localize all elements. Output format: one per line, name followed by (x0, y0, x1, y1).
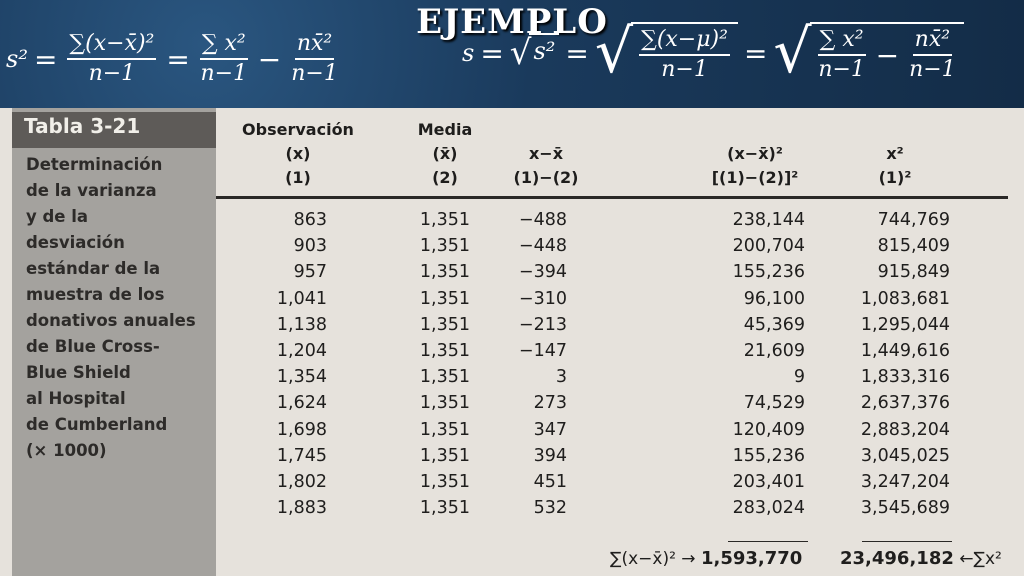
fraction-numerator: ∑ x² (200, 30, 248, 60)
cell-desviacion: −448 (518, 236, 567, 257)
sqrt-icon: √ (773, 17, 812, 87)
cell-observacion: 1,624 (276, 393, 327, 414)
cell-desviacion-cuadrada: 120,409 (732, 419, 805, 440)
header-cuadrado (700, 142, 810, 190)
header-desviacion (496, 142, 596, 190)
cell-desviacion-cuadrada: 9 (793, 367, 805, 388)
cell-observacion: 903 (293, 236, 327, 257)
description-line: al Hospital (26, 389, 126, 408)
stddev-lhs: s (462, 39, 475, 67)
cell-media: 1,351 (419, 419, 470, 440)
sqrt-content (810, 22, 964, 84)
variance-fraction-2 (200, 30, 248, 88)
sum-value: 23,496,182 (840, 548, 954, 569)
sum-value: 1,593,770 (700, 548, 803, 569)
sqrt-fraction-sum (773, 17, 963, 87)
fraction-numerator: ∑(x−x̄)² (67, 30, 156, 60)
cell-media: 1,351 (419, 393, 470, 414)
header-line: x−x̄ (528, 144, 564, 163)
cell-x-cuadrada: 744,769 (877, 210, 950, 230)
header-line: (x̄) (432, 144, 458, 163)
cell-desviacion: −488 (518, 210, 567, 230)
cell-media: 1,351 (419, 262, 470, 283)
sqrt-fraction-mu (594, 17, 738, 87)
description-line: de Blue Cross- (26, 337, 160, 356)
sum-underline (862, 541, 952, 542)
sum-label: ←∑x² (959, 549, 1002, 569)
variance-fraction-1 (67, 30, 156, 88)
cell-x-cuadrada: 815,409 (877, 236, 950, 257)
table-description (26, 152, 216, 464)
cell-desviacion: 451 (533, 472, 567, 492)
description-line: y de la (26, 207, 89, 226)
cell-desviacion: −213 (518, 314, 567, 335)
cell-desviacion: 3 (555, 367, 567, 388)
cell-media: 1,351 (419, 314, 470, 335)
cell-observacion: 863 (293, 210, 327, 230)
description-line: de Cumberland (26, 415, 168, 434)
description-line: (× 1000) (26, 441, 107, 460)
sqrt-s2 (510, 33, 560, 73)
fraction-numerator: nx̄² (913, 26, 952, 56)
description-line: desviación (26, 233, 125, 252)
table-label: Tabla 3-21 (24, 114, 141, 138)
cell-media: 1,351 (419, 288, 470, 309)
cell-desviacion: 273 (533, 393, 567, 414)
fraction-numerator: ∑(x−μ)² (639, 26, 730, 56)
sum-x-squared (840, 548, 1002, 569)
cell-desviacion-cuadrada: 96,100 (743, 288, 805, 309)
sqrt-icon: √ (509, 33, 532, 73)
equals-sign: = (480, 36, 504, 70)
cell-observacion: 1,354 (276, 367, 327, 388)
fraction-numerator: nx̄² (295, 30, 334, 60)
cell-observacion: 957 (293, 262, 327, 283)
header-line: (x) (285, 144, 311, 163)
variance-fraction-3 (291, 30, 338, 88)
minus-sign: − (875, 38, 900, 72)
sqrt-icon: √ (594, 17, 634, 87)
fraction-denominator: n−1 (909, 57, 956, 82)
fraction-denominator: n−1 (661, 57, 708, 82)
description-line: muestra de los (26, 285, 165, 304)
stddev-fraction-2 (818, 26, 866, 84)
cell-x-cuadrada: 2,883,204 (860, 419, 950, 440)
cell-x-cuadrada: 1,083,681 (860, 288, 950, 309)
cell-desviacion-cuadrada: 45,369 (743, 314, 805, 335)
cell-desviacion-cuadrada: 155,236 (732, 445, 805, 466)
cell-media: 1,351 (419, 445, 470, 466)
cell-media: 1,351 (419, 341, 470, 361)
description-line: donativos anuales (26, 311, 196, 330)
cell-observacion: 1,883 (276, 498, 327, 519)
equals-sign: = (33, 42, 58, 76)
cell-desviacion: −147 (518, 341, 567, 361)
header-line: (1) (285, 168, 311, 187)
variance-formula (6, 30, 342, 88)
cell-media: 1,351 (419, 367, 470, 388)
description-line: estándar de la (26, 259, 161, 278)
cell-x-cuadrada: 3,247,204 (860, 472, 950, 492)
cell-x-cuadrada: 1,833,316 (860, 367, 950, 388)
fraction-denominator: n−1 (88, 61, 136, 86)
equals-sign: = (166, 42, 190, 76)
cell-desviacion-cuadrada: 200,704 (732, 236, 805, 257)
cell-observacion: 1,802 (276, 472, 327, 492)
cell-observacion: 1,138 (276, 314, 327, 335)
cell-desviacion-cuadrada: 21,609 (743, 341, 805, 361)
stddev-fraction-3 (909, 26, 956, 84)
fraction-denominator: n−1 (818, 57, 865, 82)
cell-observacion: 1,745 (276, 445, 327, 466)
header-x2 (850, 142, 940, 190)
cell-desviacion-cuadrada: 74,529 (743, 393, 805, 414)
description-line: de la varianza (26, 181, 157, 200)
cell-desviacion-cuadrada: 238,144 (732, 210, 805, 230)
sum-label: ∑(x−x̄)² → (610, 549, 696, 569)
description-line: Determinación (26, 155, 163, 174)
fraction-denominator: n−1 (291, 61, 338, 86)
header-rule (216, 196, 1008, 199)
header-line: [(1)−(2)]² (711, 168, 799, 187)
cell-desviacion: 347 (533, 419, 567, 440)
header-line: (x−x̄)² (727, 144, 783, 163)
cell-desviacion-cuadrada: 203,401 (732, 472, 805, 492)
cell-x-cuadrada: 1,449,616 (860, 341, 950, 361)
cell-desviacion-cuadrada: 283,024 (732, 498, 805, 519)
cell-x-cuadrada: 2,637,376 (860, 393, 950, 414)
equals-sign: = (565, 36, 589, 70)
cell-desviacion-cuadrada: 155,236 (732, 262, 805, 283)
cell-x-cuadrada: 3,045,025 (860, 445, 950, 466)
cell-desviacion: −310 (518, 288, 567, 309)
description-line: Blue Shield (26, 363, 131, 382)
sqrt-content: s² (529, 33, 559, 65)
cell-x-cuadrada: 915,849 (877, 262, 950, 283)
cell-media: 1,351 (419, 498, 470, 519)
header-line: Media (417, 120, 473, 139)
header-line: (2) (432, 168, 458, 187)
equals-sign: = (743, 36, 768, 70)
header-line: Observación (242, 120, 354, 139)
cell-media: 1,351 (419, 236, 470, 257)
header-media (400, 118, 490, 190)
cell-x-cuadrada: 1,295,044 (860, 314, 950, 335)
cell-desviacion: 394 (533, 445, 567, 466)
cell-desviacion: −394 (518, 262, 567, 283)
header-line: (1)² (878, 168, 912, 187)
header-line: x² (886, 144, 904, 163)
fraction-numerator: ∑ x² (818, 26, 866, 56)
minus-sign: − (257, 42, 282, 76)
cell-observacion: 1,204 (276, 341, 327, 361)
sum-underline (728, 541, 808, 542)
slide-title: EJEMPLO (416, 2, 608, 42)
cell-desviacion: 532 (533, 498, 567, 519)
cell-observacion: 1,698 (276, 419, 327, 440)
sum-deviations-squared (610, 548, 802, 569)
cell-media: 1,351 (419, 210, 470, 230)
stddev-fraction-1 (639, 26, 730, 84)
cell-observacion: 1,041 (276, 288, 327, 309)
cell-media: 1,351 (419, 472, 470, 492)
stddev-formula (462, 17, 964, 87)
header-observacion (228, 118, 368, 190)
fraction-denominator: n−1 (200, 61, 248, 86)
cell-x-cuadrada: 3,545,689 (860, 498, 950, 519)
sqrt-content (631, 22, 738, 84)
variance-lhs: s² (6, 45, 28, 73)
header-line: (1)−(2) (513, 168, 579, 187)
